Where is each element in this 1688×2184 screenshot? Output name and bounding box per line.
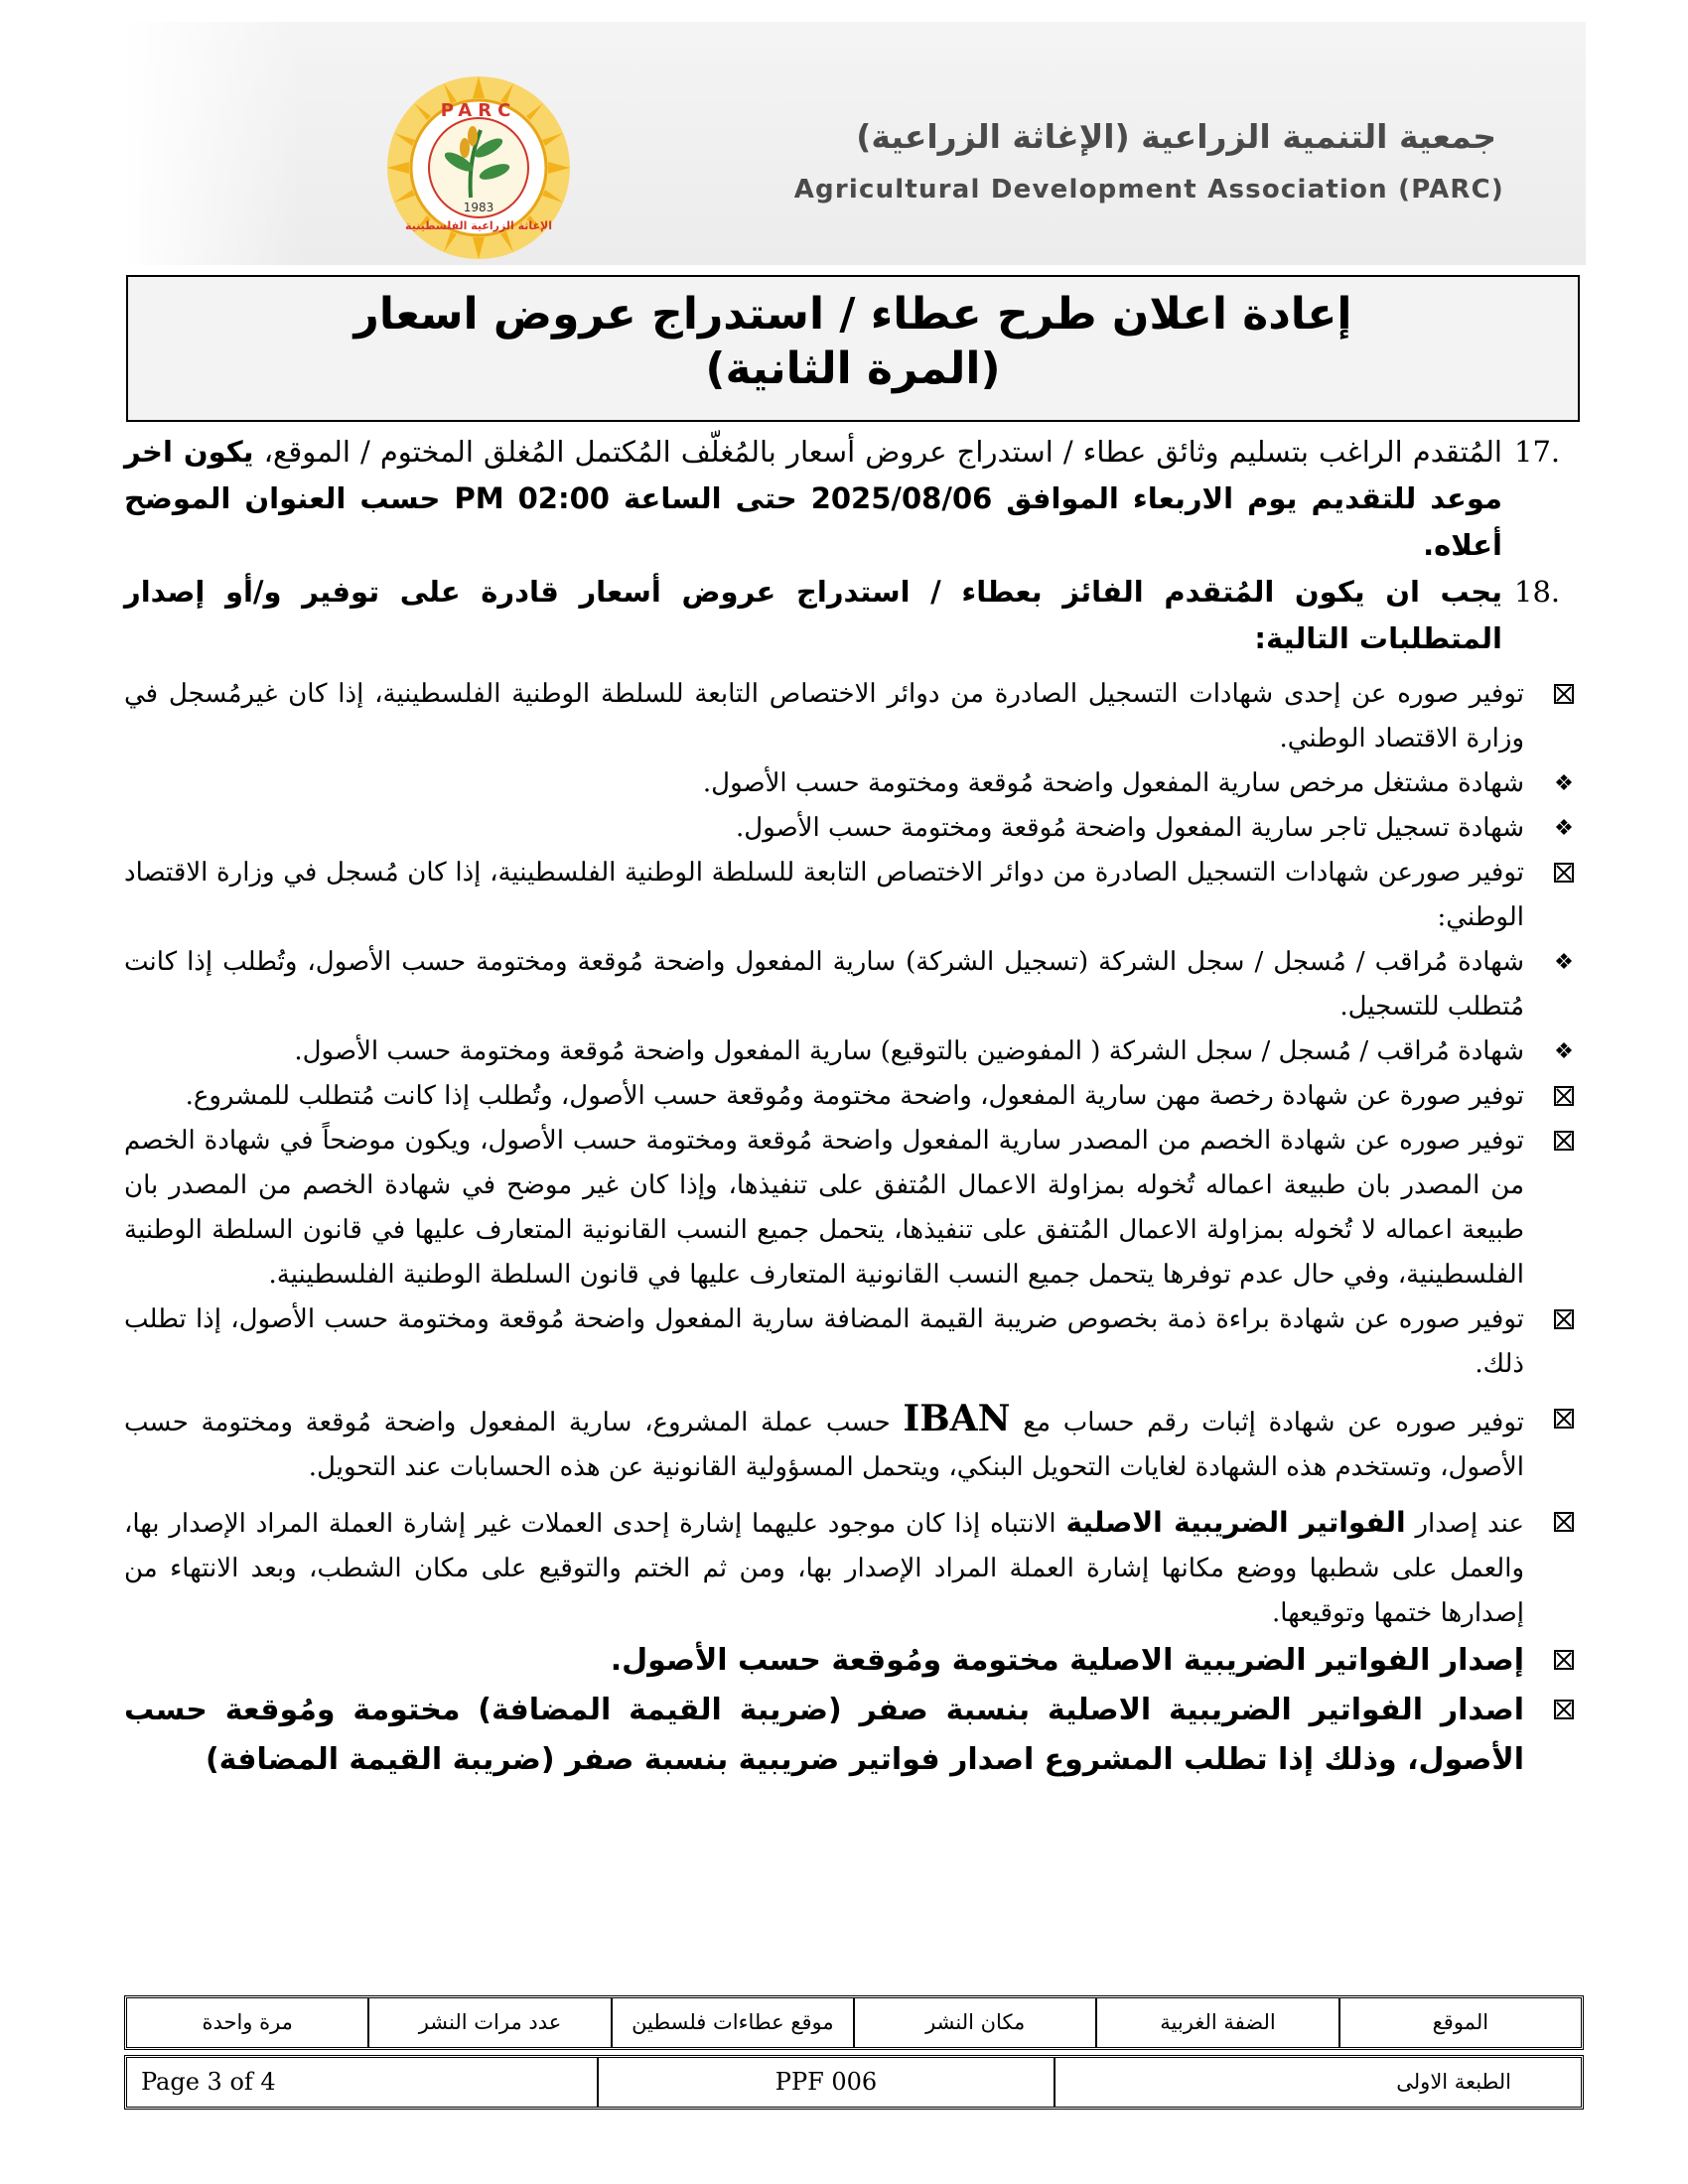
- checkbox-x-icon: [1554, 1309, 1574, 1329]
- requirement-text: شهادة مُراقب / مُسجل / سجل الشركة (تسجيل الشركة) سارية المفعول واضحة مُوقعة ومختومة حسب الأصول، وتُطلب إذا كانت مُتطلب للتسجيل.: [124, 947, 1524, 1022]
- requirement-item: [124, 806, 1584, 851]
- requirement-bold-text: الفواتير الضريبية الاصلية: [1065, 1506, 1406, 1539]
- checkbox-x-icon: [1554, 1700, 1574, 1719]
- footer-publication-table: [124, 1995, 1584, 2050]
- clause-number: 18.: [1514, 575, 1561, 609]
- org-name-english: Agricultural Development Association (PARC): [793, 175, 1504, 205]
- requirement-text: توفير صوره عن شهادة براءة ذمة بخصوص ضريبة القيمة المضافة سارية المفعول واضحة مُوقعة ومختومة حسب الأصول، إذا تطلب ذلك.: [124, 1304, 1524, 1379]
- footer-cell: موقع عطاءات فلسطين: [611, 1998, 853, 2047]
- requirement-text: توفير صورة عن شهادة رخصة مهن سارية المفعول، واضحة مختومة ومُوقعة حسب الأصول، وتُطلب إذا كانت مُتطلب للمشروع.: [185, 1081, 1524, 1111]
- footer-cell: مرة واحدة: [202, 2010, 293, 2034]
- svg-text:PARC: PARC: [440, 100, 517, 121]
- diamond-bullet-icon: ❖: [1554, 771, 1574, 796]
- requirement-item: [124, 672, 1584, 761]
- requirement-item: [124, 1297, 1584, 1387]
- diamond-bullet-icon: ❖: [1554, 950, 1574, 975]
- diamond-bullet-icon: ❖: [1554, 1039, 1574, 1064]
- footer-cell: الموقع: [1338, 1998, 1581, 2047]
- title-box: [126, 275, 1580, 422]
- title-line-2: (المرة الثانية): [705, 343, 1001, 394]
- clause-number: 17.: [1514, 435, 1561, 469]
- requirement-text: الانتباه إذا كان موجود عليهما إشارة إحدى العملات غير إشارة العملة المراد الإصدار بها، والعمل على شطبها ووضع مكانها إشارة العملة المراد الإصدار بها، ومن ثم الختم والتوقيع على مكان الشطب، وبعد الانتهاء من إصدارها ختمها وتوقيعها.: [124, 1509, 1524, 1628]
- requirement-item: [124, 1029, 1584, 1074]
- footer-page-number: Page 3 of 4: [140, 2068, 276, 2096]
- requirement-item: [124, 940, 1584, 1029]
- footer-edition: الطبعة الاولى: [1054, 2058, 1581, 2107]
- requirement-text: إصدار الفواتير الضريبية الاصلية مختومة ومُوقعة حسب الأصول.: [610, 1643, 1524, 1678]
- checkbox-x-icon: [1554, 863, 1574, 883]
- checkbox-x-icon: [1554, 1131, 1574, 1151]
- clause-text: يجب ان يكون المُتقدم الفائز بعطاء / استدراج عروض أسعار قادرة على توفير و/أو إصدار المتطلبات التالية:: [124, 575, 1502, 655]
- footer-document-info: [124, 2055, 1584, 2110]
- requirement-text: شهادة مُراقب / مُسجل / سجل الشركة ( المفوضين بالتوقيع) سارية المفعول واضحة مُوقعة ومختومة حسب الأصول.: [294, 1036, 1524, 1066]
- requirement-item: [124, 851, 1584, 940]
- requirement-item: [124, 1500, 1584, 1636]
- checkbox-x-icon: [1554, 1650, 1574, 1670]
- footer-cell: الضفة الغربية: [1095, 1998, 1337, 2047]
- requirement-text: توفير صوره عن شهادة إثبات رقم حساب مع: [1010, 1408, 1524, 1437]
- title-line-1: إعادة اعلان طرح عطاء / استدراج عروض اسعار: [353, 289, 1352, 340]
- checkbox-x-icon: [1554, 1409, 1574, 1429]
- checkbox-x-icon: [1554, 1512, 1574, 1532]
- parc-logo-icon: [323, 76, 635, 260]
- requirement-text: توفير صوره عن إحدى شهادات التسجيل الصادرة من دوائر الاختصاص التابعة للسلطة الوطنية الفلسطينية، إذا كان غيرمُسجل في وزارة الاقتصاد الوطني.: [124, 679, 1524, 753]
- iban-label: IBAN: [903, 1398, 1011, 1439]
- footer-cell: مكان النشر: [853, 1998, 1095, 2047]
- requirement-text: توفير صورعن شهادات التسجيل الصادرة من دوائر الاختصاص التابعة للسلطة الوطنية الفلسطينية، إذا كان مُسجل في وزارة الاقتصاد الوطني:: [124, 858, 1524, 932]
- requirement-item: [124, 761, 1584, 806]
- requirement-item: [124, 1397, 1584, 1490]
- page-header: [124, 22, 1586, 265]
- footer-form-code: PPF 006: [597, 2058, 1055, 2107]
- clause-18: [124, 569, 1584, 662]
- requirement-item: [124, 1119, 1584, 1297]
- requirement-item: [124, 1686, 1584, 1785]
- svg-text:1983: 1983: [463, 201, 494, 214]
- requirement-text: عند إصدار: [1405, 1509, 1525, 1539]
- org-name-arabic: جمعية التنمية الزراعية (الإغاثة الزراعية): [856, 117, 1496, 156]
- requirement-text: شهادة مشتغل مرخص سارية المفعول واضحة مُوقعة ومختومة حسب الأصول.: [702, 768, 1524, 798]
- checkbox-x-icon: [1554, 1086, 1574, 1106]
- requirement-text: حسب عملة المشروع، سارية المفعول واضحة مُوقعة ومختومة حسب الأصول، وتستخدم هذه الشهادة لغايات التحويل البنكي، ويتحمل المسؤولية القانونية عن هذه الحسابات عند التحويل.: [124, 1408, 1524, 1482]
- clause-17: [124, 429, 1584, 569]
- requirement-item: [124, 1636, 1584, 1686]
- requirement-text: توفير صوره عن شهادة الخصم من المصدر سارية المفعول واضحة مُوقعة ومختومة حسب الأصول، ويكون موضحاً في شهادة الخصم من المصدر بان طبيعة اعماله تُخوله بمزاولة الاعمال المُتفق على تنفيذها، وإذا كان غير موضح في شهادة الخصم من المصدر بان طبيعة اعماله لا تُخوله بمزاولة الاعمال المُتفق على تنفيذها، يتحمل جميع النسب القانونية المتعارف عليها في قانون السلطة الوطنية الفلسطينية، وفي حال عدم توفرها يتحمل جميع النسب القانونية المتعارف عليها في قانون السلطة الوطنية الفلسطينية.: [124, 1126, 1524, 1290]
- checkbox-x-icon: [1554, 684, 1574, 704]
- requirement-text: شهادة تسجيل تاجر سارية المفعول واضحة مُوقعة ومختومة حسب الأصول.: [735, 813, 1524, 843]
- footer-cell: عدد مرات النشر: [367, 1998, 610, 2047]
- document-content: [124, 429, 1584, 1958]
- svg-text:الإغاثة الزراعية الفلسطينية: الإغاثة الزراعية الفلسطينية: [405, 219, 552, 232]
- clause-text: المُتقدم الراغب بتسليم وثائق عطاء / استدراج عروض أسعار بالمُغلّف المُكتمل المُغلق المختوم / الموقع،: [253, 435, 1502, 469]
- diamond-bullet-icon: ❖: [1554, 816, 1574, 841]
- clause-deadline-text: يكون اخر موعد للتقديم يوم الاربعاء الموافق 2025/08/06 حتى الساعة 02:00 PM حسب العنوان الموضح أعلاه.: [124, 435, 1502, 562]
- requirement-item: [124, 1074, 1584, 1119]
- requirement-text: اصدار الفواتير الضريبية الاصلية بنسبة صفر (ضريبة القيمة المضافة) مختومة ومُوقعة حسب الأصول، وذلك إذا تطلب المشروع اصدار فواتير ضريبية بنسبة صفر (ضريبة القيمة المضافة): [124, 1693, 1524, 1777]
